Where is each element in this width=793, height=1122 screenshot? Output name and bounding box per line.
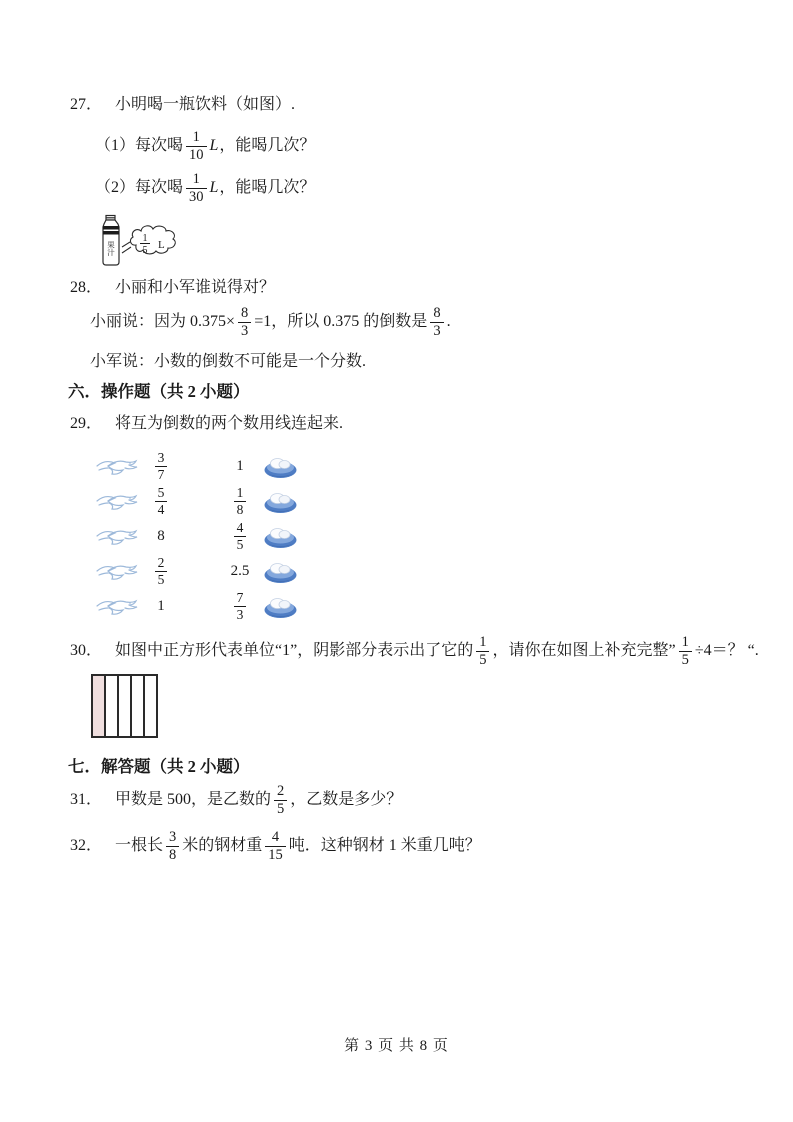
nest-icon	[261, 595, 299, 619]
matching-figure	[95, 449, 299, 624]
nest-icon	[261, 560, 299, 584]
fraction: $\frac{8}{3}$	[238, 305, 251, 339]
speech-text: 小军说：小数的倒数不可能是一个分数.	[90, 353, 367, 370]
speech-text: .	[446, 312, 451, 330]
bird-icon	[95, 594, 143, 619]
strip	[145, 676, 156, 736]
right-value	[219, 485, 261, 517]
question-27-part2	[95, 171, 315, 205]
fraction: $\frac{1}{5}$	[679, 634, 692, 668]
speech-text: =1，所以 0.375 的倒数是	[254, 312, 428, 330]
question-28-xiaoli	[90, 304, 451, 340]
question-text: 米的钢材重	[182, 836, 263, 854]
question-text: 小丽和小军谁说得对？	[115, 279, 276, 296]
fraction: $\frac{4}{15}$	[265, 829, 286, 863]
bubble-unit: L	[158, 239, 165, 251]
fraction: $\frac{2}{5}$	[155, 555, 168, 587]
match-row	[95, 589, 299, 624]
fraction: $\frac{1}{30}$	[186, 171, 207, 205]
question-number: 29．	[70, 415, 103, 432]
question-30	[70, 632, 759, 670]
match-row	[95, 449, 299, 484]
match-row	[95, 519, 299, 554]
part-text: ，能喝几次？	[219, 178, 316, 196]
left-value	[143, 598, 179, 615]
section-6-heading: 六．操作题（共 2 小题）	[68, 382, 250, 401]
fraction: $\frac{5}{4}$	[155, 485, 168, 517]
svg-text:1: 1	[142, 233, 148, 244]
question-27-title	[70, 95, 295, 116]
right-value	[219, 458, 261, 475]
right-value	[219, 563, 261, 580]
shaded-strip	[93, 676, 106, 736]
question-28-title	[70, 278, 275, 299]
fraction: $\frac{1}{10}$	[186, 129, 207, 163]
unit-label: L	[209, 178, 219, 196]
fraction: $\frac{3}{7}$	[155, 450, 168, 482]
strip	[106, 676, 119, 736]
question-text: 将互为倒数的两个数用线连起来.	[115, 415, 344, 432]
fraction: $\frac{3}{8}$	[166, 829, 179, 863]
right-value	[219, 590, 261, 622]
question-27-part1	[95, 129, 315, 163]
page-number: 第 3 页 共 8 页	[344, 1038, 449, 1054]
question-number: 28．	[70, 279, 103, 296]
nest-icon	[261, 455, 299, 479]
unit-square-figure	[91, 674, 158, 738]
section-7-heading: 七．解答题（共 2 小题）	[68, 757, 250, 776]
match-rows	[95, 449, 299, 624]
fraction: $\frac{7}{3}$	[234, 590, 247, 622]
strip	[132, 676, 145, 736]
value: 1	[157, 598, 165, 614]
question-text: 一根长	[115, 836, 164, 854]
fraction: $\frac{2}{5}$	[274, 783, 287, 817]
nest-icon	[261, 525, 299, 549]
page-footer	[0, 1034, 793, 1055]
question-32	[70, 826, 481, 866]
question-text: 小明喝一瓶饮料（如图）.	[115, 96, 296, 113]
bird-icon	[95, 454, 143, 479]
question-number: 27．	[70, 96, 103, 113]
left-value	[143, 450, 179, 482]
question-31	[70, 781, 402, 819]
part-text: ，能喝几次？	[219, 136, 316, 154]
nest-icon	[261, 490, 299, 514]
bird-icon	[95, 524, 143, 549]
thought-bubble-icon	[122, 226, 175, 254]
match-row	[95, 554, 299, 589]
part-text: （2）每次喝	[95, 178, 184, 196]
question-text: ÷4＝？ “.	[694, 641, 759, 659]
question-text: ，乙数是多少？	[290, 790, 403, 808]
value: 8	[157, 528, 165, 544]
question-number: 30．	[70, 641, 103, 659]
left-value	[143, 555, 179, 587]
bottle-and-bubble-icon	[95, 214, 187, 268]
value: 2.5	[230, 563, 250, 579]
svg-text:5: 5	[142, 245, 148, 256]
fraction: $\frac{1}{8}$	[234, 485, 247, 517]
strip	[119, 676, 132, 736]
question-28-xiaojun	[90, 352, 366, 373]
fraction: $\frac{4}{5}$	[234, 520, 247, 552]
bird-icon	[95, 489, 143, 514]
match-row	[95, 484, 299, 519]
left-value	[143, 528, 179, 545]
bird-icon	[95, 559, 143, 584]
bottle-figure	[95, 214, 187, 273]
value: 1	[236, 458, 244, 474]
question-text: 甲数是 500，是乙数的	[115, 790, 272, 808]
question-number: 31．	[70, 790, 103, 808]
unit-label: L	[209, 136, 219, 154]
question-number: 32．	[70, 836, 103, 854]
speech-text: 小丽说：因为 0.375×	[90, 312, 236, 330]
part-text: （1）每次喝	[95, 136, 184, 154]
fraction: $\frac{1}{5}$	[476, 634, 489, 668]
question-29-title	[70, 414, 343, 435]
fraction: $\frac{8}{3}$	[430, 305, 443, 339]
question-text: ，请你在如图上补充完整”	[492, 641, 676, 659]
right-value	[219, 520, 261, 552]
left-value	[143, 485, 179, 517]
question-text: 如图中正方形代表单位“1”，阴影部分表示出了它的	[115, 641, 474, 659]
bottle-label: 果汁	[106, 241, 116, 256]
question-text: 吨．这种钢材 1 米重几吨？	[288, 836, 481, 854]
